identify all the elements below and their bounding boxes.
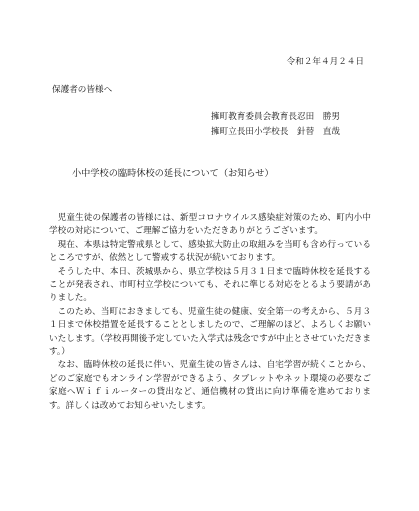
body-paragraph-2: 現在、本県は特定警戒県として、感染拡大防止の取組みを当町も含め行っているところですが、依然として警戒する状況が続いております。 xyxy=(49,239,371,264)
body-paragraph-4: このため、当町におきましても、児童生徒の健康、安全第一の考えから、５月３１日まで休校措置を延長することとしましたので、ご理解のほど、よろしくお願いいたします。（学校再開後予定していた入学式は残念ですが中止とさせていただきます。） xyxy=(49,306,371,358)
sender-1-title: 擁町教育委員会教育長 xyxy=(211,112,297,122)
letter-subject: 小中学校の臨時休校の延長について（お知らせ） xyxy=(72,168,274,179)
letter-body xyxy=(49,212,371,413)
sender-2-name: 針替 直哉 xyxy=(297,127,340,137)
letter-recipient: 保護者の皆様へ xyxy=(52,85,113,95)
body-paragraph-1: 児童生徒の保護者の皆様には、新型コロナウイルス感染症対策のため、町内小中学校の対応について、ご理解ご協力をいただきありがとうございます。 xyxy=(49,213,371,237)
body-paragraph-3: そうした中、本日、茨城県から、県立学校は５月３１日まで臨時休校を延長することが発表され、市町村立学校についても、それに準じる対応をとるよう要請がありました。 xyxy=(49,266,371,304)
letter-date: 令和２年４月２４日 xyxy=(286,57,364,67)
sender-line-1 xyxy=(211,113,340,122)
sender-2-title: 擁町立長田小学校長 xyxy=(211,127,289,137)
sender-1-name: 忍田 勝男 xyxy=(297,112,340,122)
body-paragraph-5: なお、臨時休校の延長に伴い、児童生徒の皆さんは、自宅学習が続くことから、どのご家庭でもオンライン学習ができるよう、タブレットやネット環境の必要なご家庭へＷｉｆｉルーターの貸出など、通信機材の貸出に向け準備を進めております。詳しくは改めてお知らせいたします。 xyxy=(49,360,371,411)
sender-line-2 xyxy=(211,128,340,137)
